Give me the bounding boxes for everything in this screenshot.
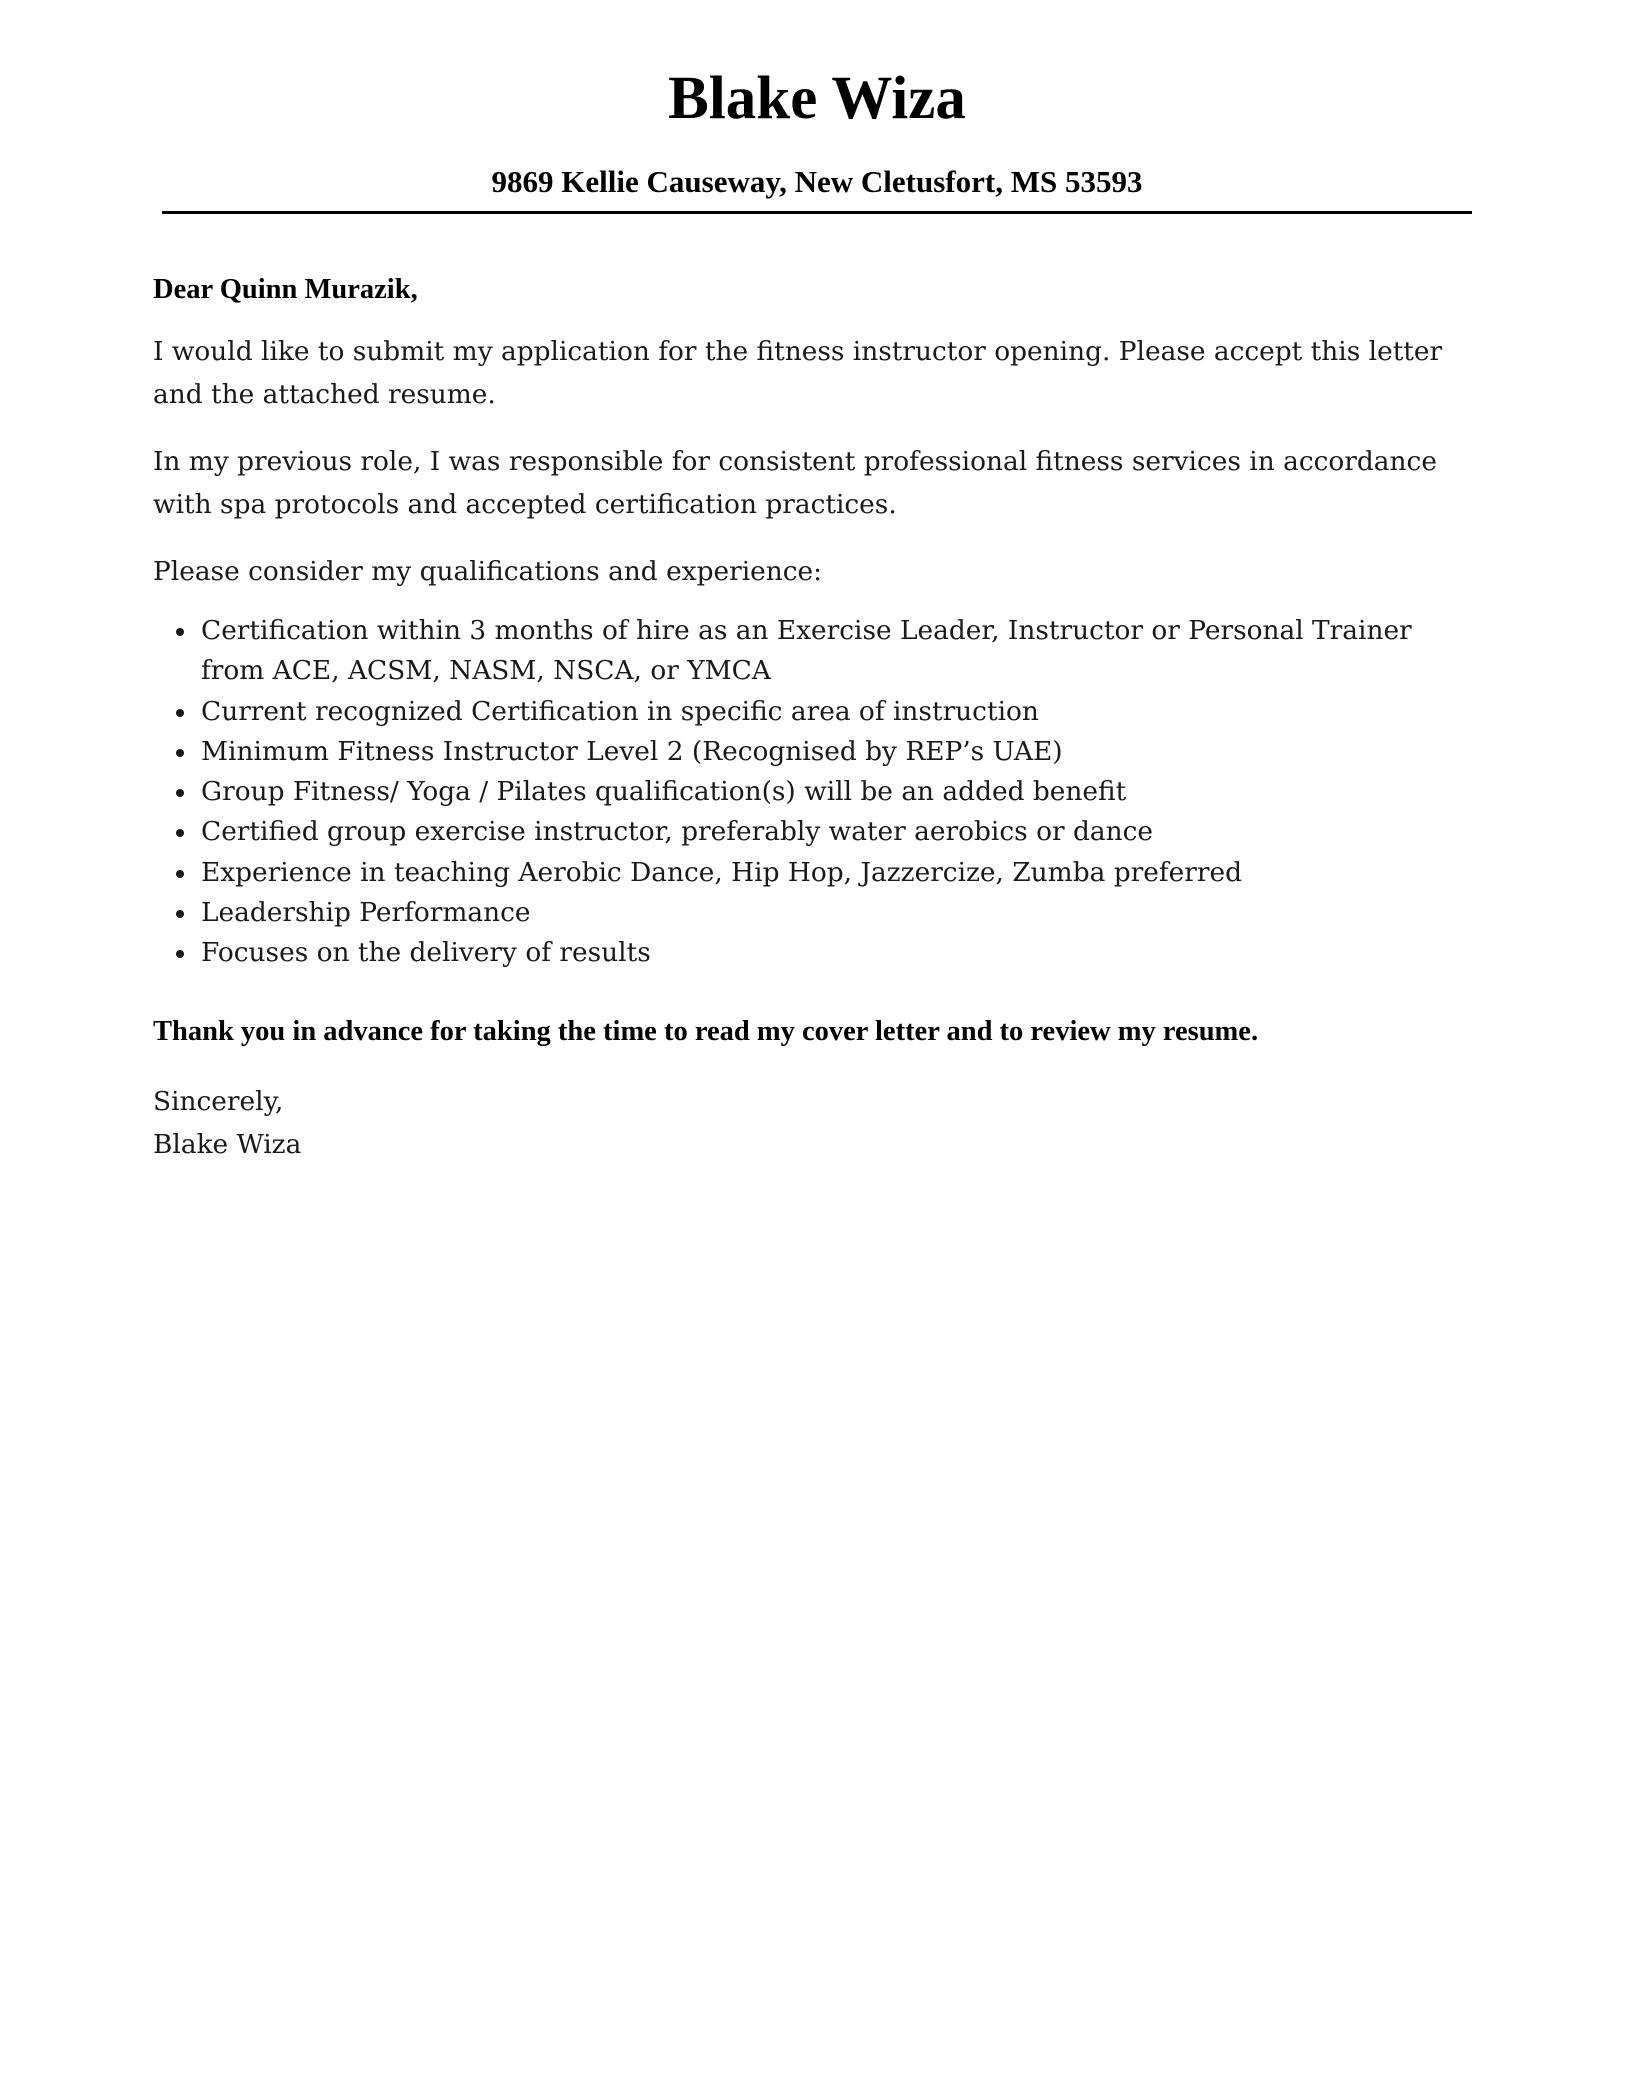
list-item-text: Focuses on the delivery of results	[201, 937, 651, 969]
bullet-icon	[176, 749, 184, 757]
experience-paragraph: In my previous role, I was responsible for consistent professional fitness services in accordance with spa protocols and accepted certification practices.	[153, 446, 1437, 520]
list-item-text: Certification within 3 months of hire as an Exercise Leader, Instructor or Personal Trainer from ACE, ACSM, NASM, NSCA, or YMCA	[201, 615, 1412, 687]
list-item-text: Current recognized Certification in specific area of instruction	[201, 695, 1039, 727]
header-divider	[162, 211, 1472, 214]
letter-body	[153, 270, 1483, 1166]
valediction: Sincerely,	[153, 1085, 284, 1117]
closing-statement: Thank you in advance for taking the time to read my cover letter and to review my resume.	[153, 1015, 1259, 1047]
list-item	[201, 772, 1483, 812]
letter-header	[162, 58, 1472, 202]
list-item	[201, 732, 1483, 772]
bullet-icon	[176, 789, 184, 797]
qualifications-list	[153, 611, 1483, 974]
salutation: Dear Quinn Murazik,	[153, 274, 418, 305]
sender-name: Blake Wiza	[668, 65, 966, 132]
intro-paragraph: I would like to submit my application for the fitness instructor opening. Please accept this letter and the attached resume.	[153, 336, 1443, 410]
bullet-icon	[176, 829, 184, 837]
sender-address: 9869 Kellie Causeway, New Cletusfort, MS 53593	[491, 164, 1143, 199]
list-item-text: Leadership Performance	[201, 897, 531, 929]
list-item-text: Certified group exercise instructor, preferably water aerobics or dance	[201, 816, 1153, 848]
list-item-text: Group Fitness/ Yoga / Pilates qualification(s) will be an added benefit	[201, 776, 1127, 808]
list-item-text: Experience in teaching Aerobic Dance, Hip Hop, Jazzercize, Zumba preferred	[201, 856, 1242, 888]
signature-name: Blake Wiza	[153, 1128, 302, 1160]
list-item	[201, 692, 1483, 732]
bullet-icon	[176, 628, 184, 636]
bullet-icon	[176, 910, 184, 918]
list-item	[201, 611, 1483, 692]
list-item	[201, 893, 1483, 933]
qualifications-intro: Please consider my qualifications and experience:	[153, 556, 823, 587]
list-item	[201, 933, 1483, 973]
list-item	[201, 853, 1483, 893]
bullet-icon	[176, 709, 184, 717]
list-item	[201, 812, 1483, 852]
bullet-icon	[176, 870, 184, 878]
list-item-text: Minimum Fitness Instructor Level 2 (Recognised by REP’s UAE)	[201, 735, 1063, 767]
bullet-icon	[176, 950, 184, 958]
